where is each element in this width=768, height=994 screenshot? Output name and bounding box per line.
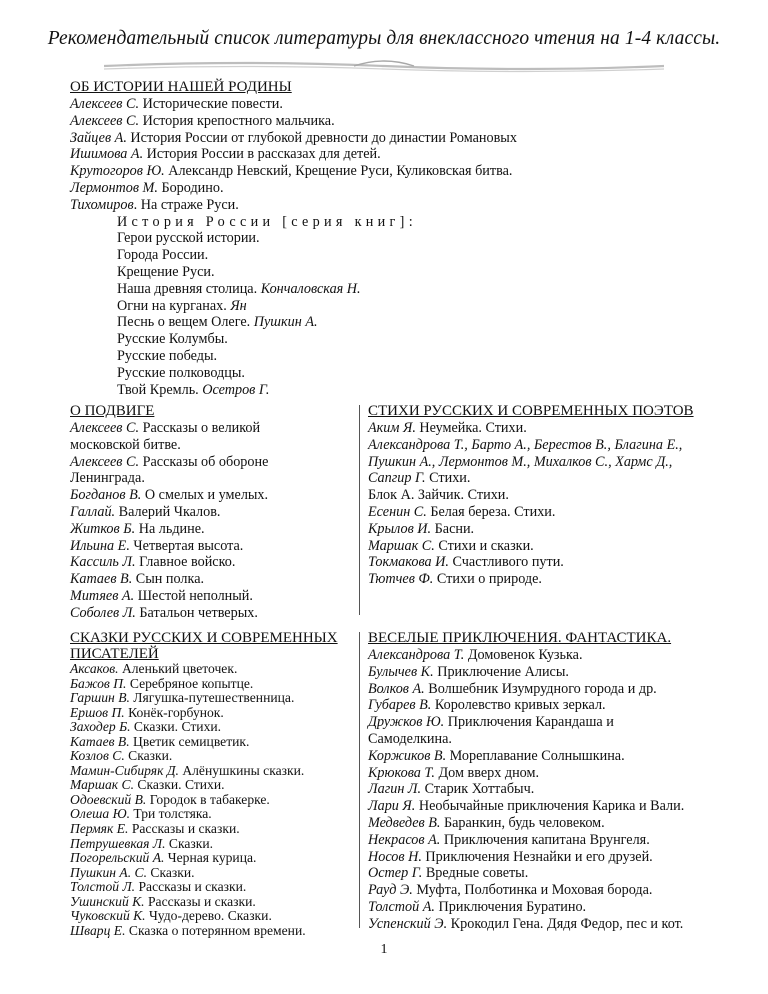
book-title: Вредные советы.	[422, 865, 529, 882]
book-title: Герои русской истории.	[117, 230, 260, 247]
book-title: Цветик семицветик.	[129, 733, 250, 749]
author-name: Митяев А.	[70, 587, 135, 604]
list-item	[70, 454, 268, 471]
book-title: Сказки.	[146, 864, 195, 880]
author-name: Погорельский А.	[70, 850, 165, 866]
author-name: Остер Г.	[368, 865, 423, 882]
book-title: На льдине.	[135, 520, 205, 537]
list-item	[70, 605, 268, 622]
book-title: Русские Колумбы.	[117, 331, 228, 348]
list-item	[70, 348, 517, 365]
book-title: Рассказы о великой	[139, 420, 261, 436]
book-title: Три толстяка.	[130, 806, 212, 822]
book-title: Стихи.	[425, 470, 471, 487]
list-item	[368, 748, 684, 765]
book-title: Твой Кремль.	[117, 381, 203, 398]
author-name: Катаев В.	[70, 733, 130, 749]
section-title: СКАЗКИ РУССКИХ И СОВРЕМЕННЫХ	[70, 630, 338, 646]
list-item	[70, 281, 517, 298]
book-title: Городок в табакерке.	[146, 791, 270, 807]
author-name: Аким Я.	[368, 420, 416, 436]
author-name: Пушкин А.	[253, 314, 318, 331]
list-item	[368, 504, 694, 521]
section-title: СТИХИ РУССКИХ И СОВРЕМЕННЫХ ПОЭТОВ	[368, 403, 694, 419]
author-name: Тютчев Ф.	[368, 571, 434, 588]
book-title: Стихи о природе.	[433, 571, 542, 588]
list-item	[70, 247, 517, 264]
author-name: Маршак С.	[70, 777, 135, 793]
section-title: ВЕСЕЛЫЕ ПРИКЛЮЧЕНИЯ. ФАНТАСТИКА.	[368, 630, 672, 646]
book-title: Наша древняя столица.	[117, 280, 261, 297]
author-name: Ушинский К.	[70, 893, 145, 909]
author-name: Александрова Т.	[368, 647, 465, 663]
list-item	[368, 521, 694, 538]
book-title: Крокодил Гена. Дядя Федор, пес и кот.	[447, 915, 684, 932]
list-item	[70, 146, 517, 163]
list-item	[368, 714, 684, 731]
book-title: Бородино.	[157, 179, 224, 196]
book-title: Сказка о потерянном времени.	[125, 922, 306, 938]
book-title: Алёнушкины сказки.	[178, 762, 305, 778]
author-name: Гаршин В.	[70, 690, 130, 706]
list-item	[368, 647, 684, 664]
list-item	[368, 815, 684, 832]
book-title: Сказки.	[124, 748, 173, 764]
book-title: Приключения Незнайки и его друзей.	[421, 848, 653, 865]
decorative-header-rule	[104, 58, 664, 74]
author-name: Сапгир Г.	[368, 470, 426, 487]
list-item	[70, 197, 517, 214]
author-name: Заходер Б.	[70, 719, 131, 735]
book-title: Мореплавание Солнышкина.	[446, 747, 625, 764]
author-name: Лари Я.	[368, 798, 416, 815]
list-item	[70, 764, 338, 779]
column-divider	[359, 632, 360, 928]
author-name: Успенский Э.	[368, 915, 448, 932]
list-item	[70, 720, 338, 735]
list-item	[368, 731, 684, 748]
book-title: История России от глубокой древности до династии Романовых	[126, 129, 517, 146]
section-adventures	[368, 630, 684, 933]
author-name: Олеша Ю.	[70, 806, 131, 822]
section-poems	[368, 403, 694, 588]
author-name: Крюкова Т.	[368, 764, 435, 781]
author-name: Александрова Т., Барто А., Берестов В., Благина Е.,	[368, 436, 683, 453]
list-item	[368, 664, 684, 681]
book-title: Рассказы и сказки.	[144, 893, 256, 909]
list-item	[368, 454, 694, 471]
book-title: Неумейка. Стихи.	[415, 420, 527, 436]
list-item	[368, 571, 694, 588]
book-title: Рассказы и сказки.	[128, 821, 240, 837]
list-item	[70, 163, 517, 180]
column-divider	[359, 405, 360, 615]
list-item	[368, 470, 694, 487]
book-title: Стихи и сказки.	[434, 537, 534, 554]
section-feat	[70, 403, 268, 622]
list-item	[70, 113, 517, 130]
list-item	[70, 909, 338, 924]
list-item	[70, 470, 268, 487]
list-item	[70, 521, 268, 538]
page-number: 1	[380, 942, 388, 957]
list-item	[70, 735, 338, 750]
author-name: Крылов И.	[368, 520, 432, 537]
author-name: Зайцев А.	[70, 129, 127, 146]
book-title: Лягушка-путешественница.	[129, 690, 295, 706]
author-name: Некрасов А.	[368, 831, 441, 848]
list-item	[70, 924, 338, 939]
page-header-title: Рекомендательный список литературы для внеклассного чтения на 1-4 классы.	[47, 28, 721, 49]
author-name: Толстой А.	[368, 898, 435, 915]
list-item	[70, 749, 338, 764]
author-name: Одоевский В.	[70, 791, 147, 807]
list-item	[70, 365, 517, 382]
author-name: Ильина Е.	[70, 537, 130, 554]
list-item	[70, 504, 268, 521]
author-name: Алексеев С.	[70, 112, 140, 129]
author-name: Рауд Э.	[368, 882, 413, 899]
author-name: Соболев Л.	[70, 604, 136, 621]
list-item	[70, 691, 338, 706]
book-title: Ленинграда.	[70, 470, 145, 487]
list-item	[70, 298, 517, 315]
book-title: Серебряное копытце.	[126, 675, 254, 691]
book-title: Королевство кривых зеркал.	[431, 697, 606, 714]
list-item	[70, 588, 268, 605]
author-name: Шварц Е.	[70, 922, 126, 938]
book-title: Крещение Руси.	[117, 263, 215, 280]
list-item	[368, 697, 684, 714]
list-item	[70, 837, 338, 852]
series-title: История России [серия книг]:	[117, 213, 417, 230]
list-item	[70, 538, 268, 555]
book-title: Необычайные приключения Карика и Вали.	[415, 798, 685, 815]
author-name: Бажов П.	[70, 675, 127, 691]
book-title: Сказки.	[165, 835, 214, 851]
list-item	[70, 180, 517, 197]
book-title: Белая береза. Стихи.	[426, 503, 556, 520]
list-item	[70, 880, 338, 895]
book-title: Приключения Буратино.	[434, 898, 587, 915]
section-title: ПИСАТЕЛЕЙ	[70, 646, 159, 662]
list-item	[70, 807, 338, 822]
author-name: Ершов П.	[70, 704, 125, 720]
book-title: Песнь о вещем Олеге.	[117, 314, 254, 331]
list-item	[70, 314, 517, 331]
list-item	[368, 832, 684, 849]
list-item	[70, 130, 517, 147]
author-name: Чуковский К.	[70, 908, 146, 924]
book-title: История крепостного мальчика.	[139, 112, 335, 129]
book-title: Приключения капитана Врунгеля.	[440, 831, 650, 848]
author-name: Лермонтов М.	[70, 179, 158, 196]
author-name: Ян	[230, 297, 247, 314]
list-item	[70, 487, 268, 504]
author-name: Токмакова И.	[368, 554, 449, 571]
book-title: Дом вверх дном.	[434, 764, 540, 781]
book-title: Рассказы об обороне	[139, 453, 269, 470]
book-title: Города России.	[117, 247, 209, 264]
book-title: Аленький цветочек.	[118, 661, 238, 676]
author-name: Осетров Г.	[202, 381, 270, 398]
book-title: Баранкин, будь человеком.	[440, 814, 605, 831]
author-name: Алексеев С.	[70, 420, 140, 436]
list-item	[70, 662, 338, 677]
book-title: . На страже Руси.	[133, 196, 239, 213]
list-item	[70, 851, 338, 866]
book-title: Волшебник Изумрудного города и др.	[424, 680, 657, 697]
list-item	[368, 882, 684, 899]
list-item	[70, 866, 338, 881]
book-title: Сказки. Стихи.	[130, 719, 222, 735]
section-tales	[70, 630, 338, 938]
author-name: Мамин-Сибиряк Д.	[70, 762, 179, 778]
author-name: Маршак С.	[368, 537, 435, 554]
book-title: Сказки. Стихи.	[134, 777, 225, 793]
author-name: Лагин Л.	[368, 781, 422, 798]
book-title: Русские полководцы.	[117, 364, 245, 381]
list-item	[368, 681, 684, 698]
author-name: Кассиль Л.	[70, 554, 136, 571]
list-item	[368, 420, 694, 437]
list-item	[70, 420, 268, 437]
section-title: О ПОДВИГЕ	[70, 403, 155, 419]
list-item	[70, 571, 268, 588]
author-name: Медведев В.	[368, 814, 441, 831]
author-name: Галлай.	[70, 503, 116, 520]
list-item	[368, 899, 684, 916]
list-item	[70, 895, 338, 910]
book-title: Самоделкина.	[368, 730, 452, 747]
book-title: Блок А. Зайчик. Стихи.	[368, 487, 509, 504]
book-title: Муфта, Полботинка и Моховая борода.	[412, 882, 653, 899]
book-title: Исторические повести.	[139, 96, 283, 112]
author-name: Пермяк Е.	[70, 821, 129, 837]
list-item	[70, 677, 338, 692]
author-name: Есенин С.	[368, 503, 427, 520]
list-item	[70, 793, 338, 808]
list-item	[368, 798, 684, 815]
book-title: Чудо-дерево. Сказки.	[145, 908, 272, 924]
book-title: Старик Хоттабыч.	[421, 781, 535, 798]
book-title: Приключения Карандаша и	[444, 714, 614, 731]
author-name: Житков Б.	[70, 520, 136, 537]
list-item	[70, 382, 517, 399]
book-title: Александр Невский, Крещение Руси, Куликовская битва.	[164, 163, 513, 180]
author-name: Катаев В.	[70, 571, 133, 588]
author-name: Богданов В.	[70, 487, 142, 504]
author-name: Губарев В.	[368, 697, 432, 714]
book-title: Черная курица.	[164, 850, 257, 866]
list-item	[368, 781, 684, 798]
author-name: Алексеев С.	[70, 96, 140, 112]
list-item	[368, 437, 694, 454]
book-title: Четвертая высота.	[129, 537, 244, 554]
author-name: Кончаловская Н.	[260, 280, 361, 297]
list-item	[368, 849, 684, 866]
book-title: Басни.	[431, 520, 475, 537]
author-name: Дружков Ю.	[368, 714, 445, 731]
book-title: Валерий Чкалов.	[115, 503, 221, 520]
list-item	[368, 865, 684, 882]
list-item	[70, 96, 517, 113]
list-item	[368, 554, 694, 571]
book-title: Огни на курганах.	[117, 297, 231, 314]
author-name: Толстой Л.	[70, 879, 136, 895]
author-name: Ишимова А.	[70, 146, 144, 163]
author-name: Аксаков.	[70, 661, 119, 676]
book-title: Русские победы.	[117, 347, 218, 364]
book-title: О смелых и умелых.	[141, 487, 269, 504]
author-name: Тихомиров	[70, 196, 134, 213]
author-name: Козлов С.	[70, 748, 125, 764]
book-title: Счастливого пути.	[448, 554, 564, 571]
list-item	[368, 487, 694, 504]
book-title: Главное войско.	[135, 554, 236, 571]
list-item	[70, 331, 517, 348]
list-item	[70, 822, 338, 837]
book-title: Приключение Алисы.	[433, 663, 569, 680]
author-name: Пушкин А., Лермонтов М., Михалков С., Хармс Д.,	[368, 453, 673, 470]
list-item	[70, 230, 517, 247]
book-title: Батальон четверых.	[135, 604, 258, 621]
book-title: Шестой неполный.	[134, 587, 253, 604]
list-item	[70, 264, 517, 281]
author-name: Пушкин А. С.	[70, 864, 147, 880]
author-name: Петрушевкая Л.	[70, 835, 166, 851]
book-title: Рассказы и сказки.	[135, 879, 247, 895]
list-item	[368, 538, 694, 555]
book-title: История России в рассказах для детей.	[143, 146, 381, 163]
list-item	[70, 706, 338, 721]
author-name: Булычев К.	[368, 663, 434, 680]
section-title: ОБ ИСТОРИИ НАШЕЙ РОДИНЫ	[70, 79, 292, 95]
book-title: Сын полка.	[132, 571, 205, 588]
list-item	[70, 778, 338, 793]
list-item	[368, 916, 684, 933]
author-name: Коржиков В.	[368, 747, 447, 764]
book-title: Домовенок Кузька.	[464, 647, 583, 663]
author-name: Носов Н.	[368, 848, 422, 865]
book-title: московской битве.	[70, 436, 181, 453]
list-item	[70, 554, 268, 571]
section-history	[70, 79, 517, 398]
list-item	[368, 765, 684, 782]
book-title: Конёк-горбунок.	[124, 704, 224, 720]
author-name: Алексеев С.	[70, 453, 140, 470]
author-name: Крутогоров Ю.	[70, 163, 165, 180]
author-name: Волков А.	[368, 680, 425, 697]
list-item	[70, 437, 268, 454]
